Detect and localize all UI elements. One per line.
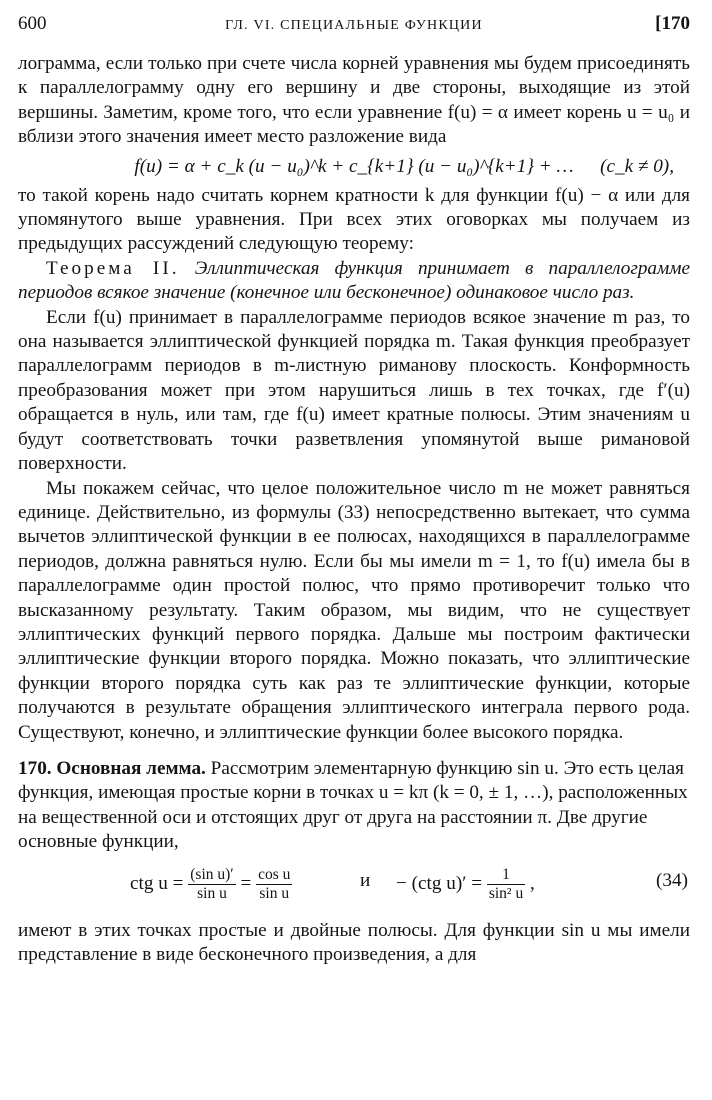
section-marker: [170 [655,13,690,34]
fraction-denominator: sin u [259,884,290,902]
theorem-2 [18,257,690,306]
theorem-label: Теорема II. [46,257,180,279]
equals-sign: = [240,872,252,894]
equation-34-rhs: − (ctg u)′ = [396,872,483,894]
equation-34-conjunction: и [360,869,371,891]
equation-34-tail: , [530,872,535,894]
fraction-denominator: sin u [197,884,227,902]
fraction-denominator: sin² u [488,884,524,902]
equation-34-right [396,866,535,903]
fraction-sin-derivative [188,866,235,903]
paragraph-5: имеют в этих точках простые и двойные полюсы. Для функции sin u мы имели представление в виде бесконечного произведения, а для [18,919,690,965]
paragraph-2: то такой корень надо считать корнем кратности k для функции f(u) − α или для упомянутого выше уравнения. При всех этих оговорках мы получаем из предыдущих рассуждений следующую теорему: [18,184,690,255]
page-header [18,12,690,40]
paragraph-3: Если f(u) принимает в параллелограмме периодов всякое значение m раз, то она называется эллиптической функцией порядка m. Такая функция преобразует параллелограмм периодов в m-листную риманову плоскость. Конформность преобразования может при этом нарушиться лишь в тех точках, где f′(u) обращается в нуль, или там, где f(u) имеет кратные полюсы. Этим значениям u будут соответствовать точки разветвления упомянутой выше римановой поверхности. [18,306,690,475]
fraction-numerator: 1 [487,866,525,885]
paragraph-4: Мы покажем сейчас, что целое положительное число m не может равняться единице. Действительно, из формулы (33) непосредственно вытекает, что сумма вычетов эллиптической функции в ее полюсах, находящихся в параллелограмме периодов, должна равняться нулю. Если бы мы имели m = 1, то f(u) имела бы в параллелограмме один простой полюс, что прямо противоречит только что высказанному результату. Таким образом, мы видим, что не существует эллиптических функций первого порядка. Дальше мы построим фактически эллиптические функции второго порядка. Можно показать, что эллиптические функции второго порядка суть как раз те эллиптические функции, которые получаются в результате обращения эллиптического интеграла первого рода. Существуют, конечно, и эллиптические функции более высокого порядка. [18,477,690,743]
fraction-numerator: (sin u)′ [190,865,234,883]
equation-expansion [18,150,690,184]
equation-expansion-condition: (c_k ≠ 0), [600,155,674,177]
section-gap [18,745,690,757]
equation-expansion-body: f(u) = α + c_k (u − u₀)^k + c_{k+1} (u − u₀)^{k+1} + … [134,155,574,177]
page-number: 600 [18,13,47,34]
paragraph-1: лограмма, если только при счете числа корней уравнения мы будем присоединять к параллелограмму одну его вершину и две стороны, выходящие из этой вершины. Заметим, кроме того, что если уравнение f(u) = α имеет корень u = u₀ и вблизи этого значения имеет место разложение вида [18,53,690,148]
fraction-numerator: cos u [258,865,291,883]
fraction-one-over-sin-squared [487,866,525,903]
fraction-cos-over-sin [256,866,292,903]
equation-34 [18,857,690,913]
theorem-text: Эллиптическая функция принимает в параллелограмме периодов всякое значение (конечное или бесконечное) одинаковое число раз. [18,257,691,304]
running-head: ГЛ. VI. СПЕЦИАЛЬНЫЕ ФУНКЦИИ [225,18,483,33]
section-text: Рассмотрим элементарную функцию sin u. Это есть целая функция, имеющая простые корни в точках u = kπ (k = 0, ± 1, …), расположенных на вещественной оси и отстоящих друг от друга на расстоянии π. Две другие основные функции, [18,757,688,853]
equation-34-left [130,866,292,903]
section-heading: 170. Основная лемма. [18,757,206,779]
equation-34-lhs: ctg u = [130,872,184,894]
equation-number: (34) [656,869,688,891]
